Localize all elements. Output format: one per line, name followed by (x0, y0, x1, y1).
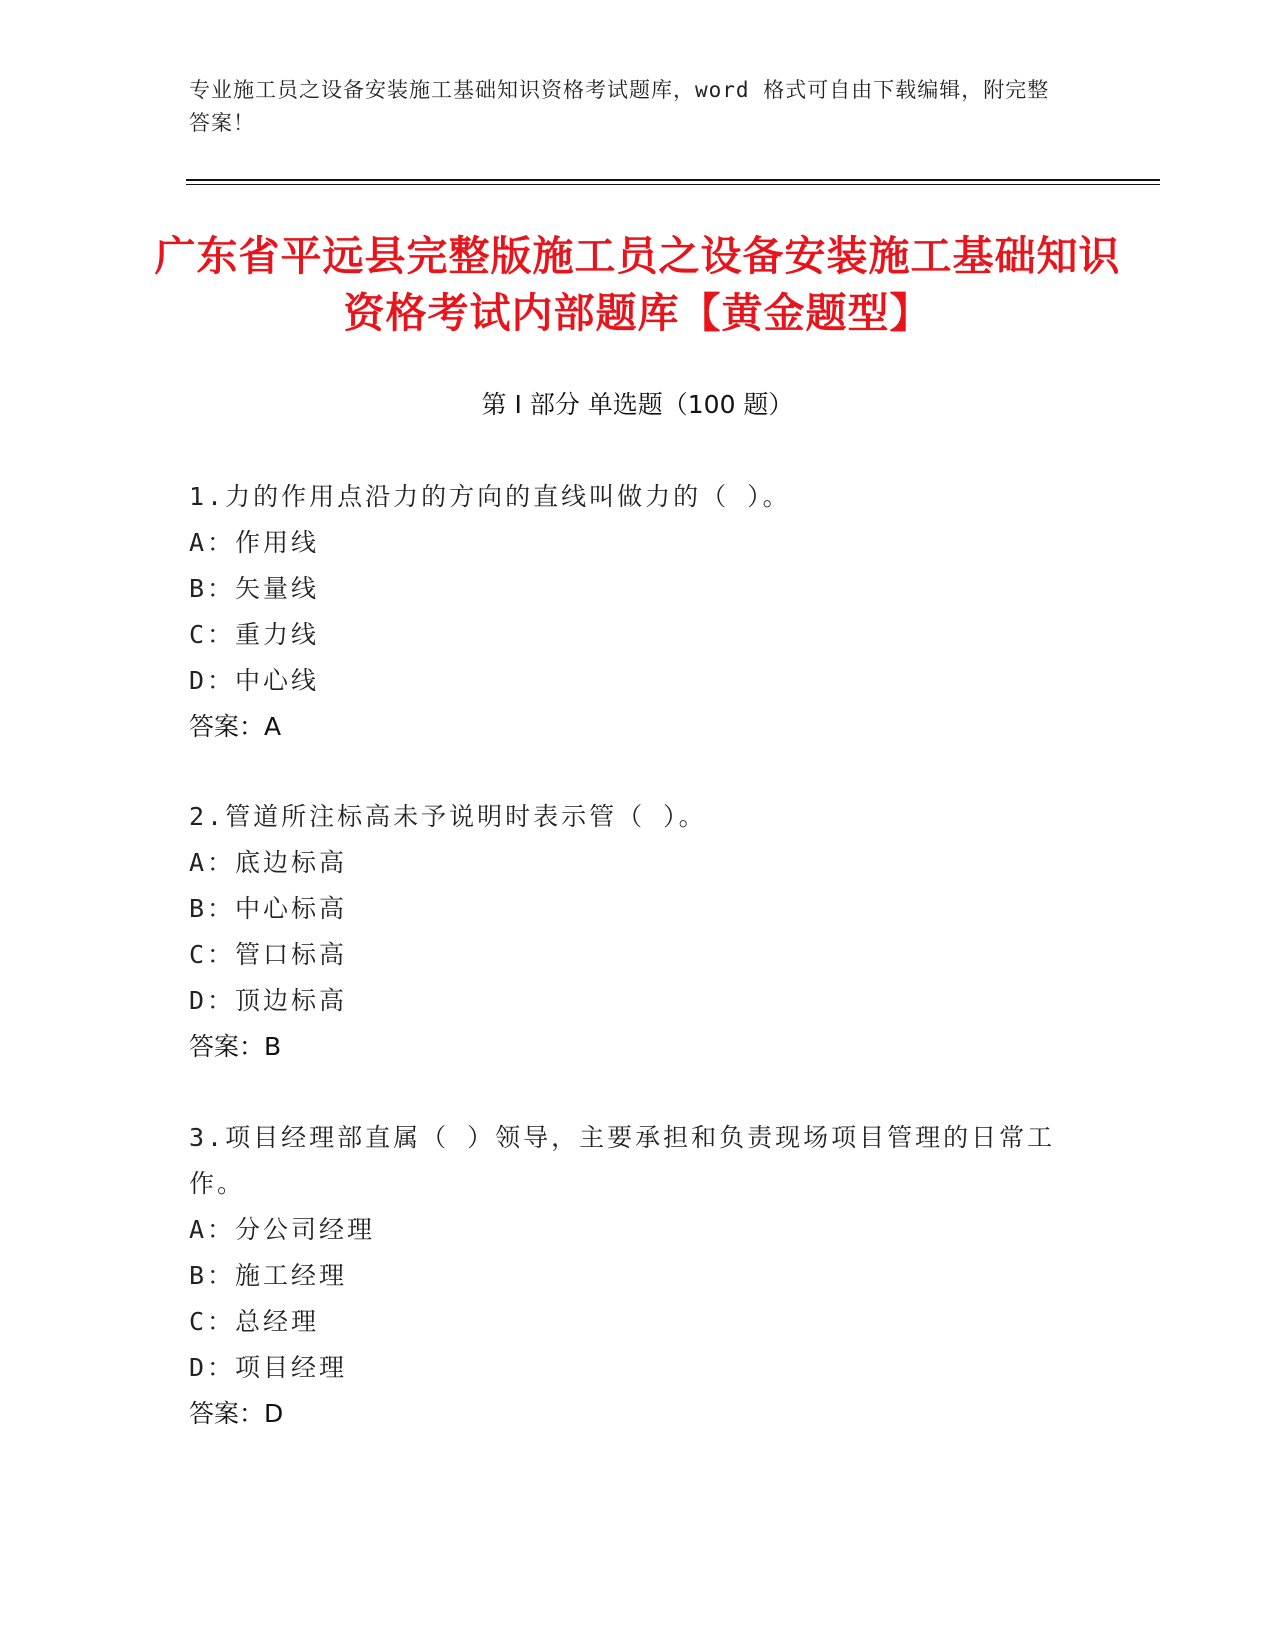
header-divider-thick (186, 179, 1160, 181)
question-block (189, 474, 1089, 750)
header-divider-thin (186, 184, 1160, 185)
question-block (189, 794, 1089, 1070)
option-c: C：重力线 (189, 620, 320, 649)
option-b: B：施工经理 (189, 1261, 348, 1290)
option-c: C：管口标高 (189, 940, 348, 969)
section-title: 第 I 部分 单选题（100 题） (481, 390, 794, 419)
option-b: B：矢量线 (189, 574, 320, 603)
answer-line: 答案：D (189, 1399, 284, 1428)
option-c: C：总经理 (189, 1307, 320, 1336)
question-stem: 1.力的作用点沿力的方向的直线叫做力的（ ）。 (189, 482, 791, 511)
option-d: D：中心线 (189, 666, 320, 695)
answer-line: 答案：A (189, 712, 282, 741)
answer-line: 答案：B (189, 1032, 282, 1061)
document-title: 广东省平远县完整版施工员之设备安装施工基础知识资格考试内部题库【黄金题型】 (154, 232, 1121, 337)
question-stem: 3.项目经理部直属（ ）领导，主要承担和负责现场项目管理的日常工作。 (189, 1123, 1056, 1198)
option-d: D：顶边标高 (189, 986, 348, 1015)
option-a: A：作用线 (189, 528, 320, 557)
option-a: A：底边标高 (189, 848, 348, 877)
header-note: 专业施工员之设备安装施工基础知识资格考试题库，word 格式可自由下载编辑，附完整答案！ (189, 78, 1050, 135)
option-a: A：分公司经理 (189, 1215, 376, 1244)
question-block (189, 1115, 1089, 1437)
option-d: D：项目经理 (189, 1353, 348, 1382)
question-stem: 2.管道所注标高未予说明时表示管（ ）。 (189, 802, 707, 831)
option-b: B：中心标高 (189, 894, 348, 923)
